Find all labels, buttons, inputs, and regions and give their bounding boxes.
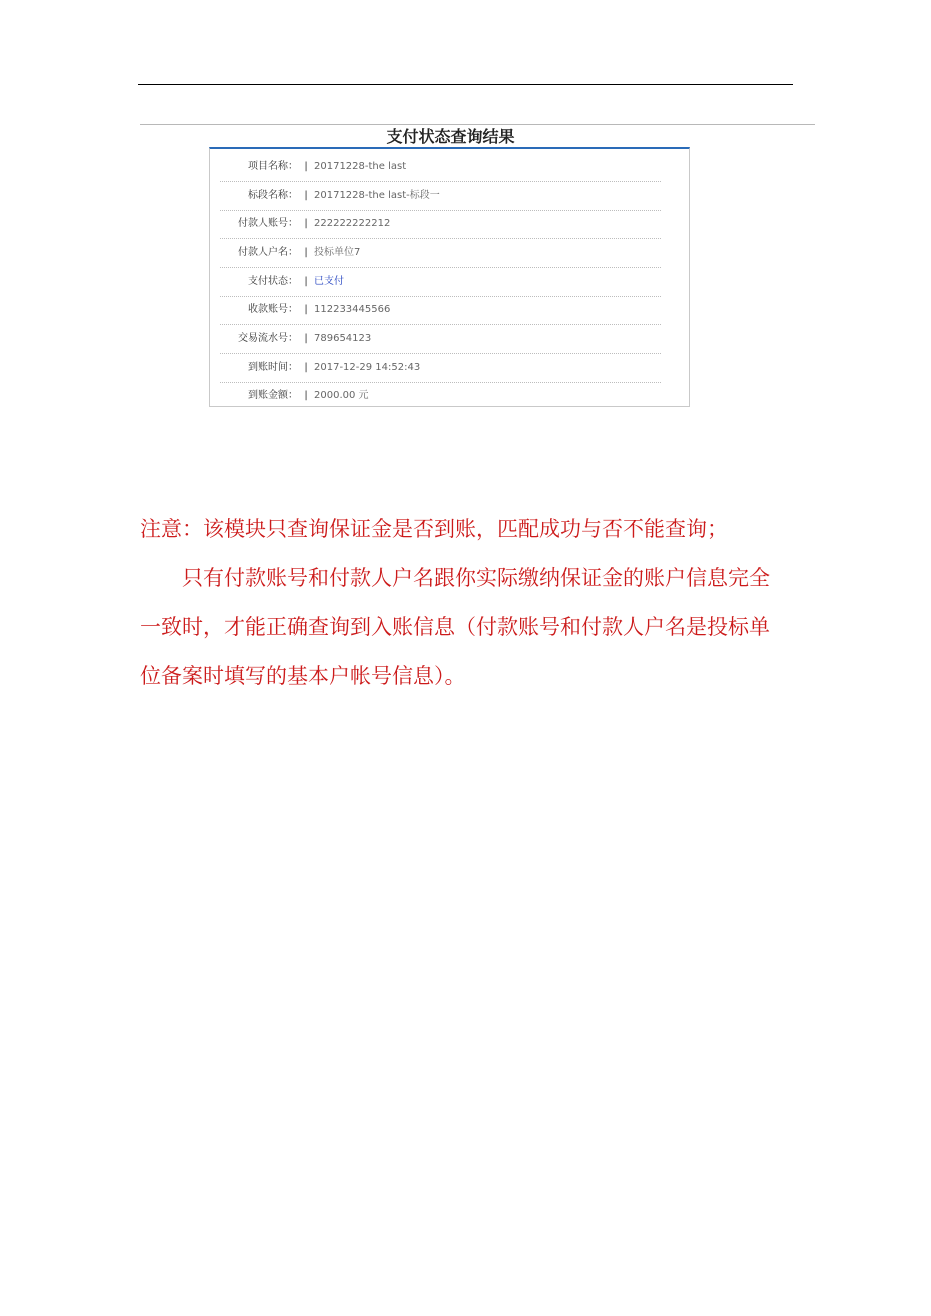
row-value: 投标单位7 (314, 247, 361, 258)
row-label: 交易流水号： (238, 333, 298, 344)
payment-status-panel (209, 147, 690, 407)
row-label: 标段名称： (248, 190, 298, 201)
row-value: 2017-12-29 14:52:43 (314, 362, 421, 373)
row-arrival-amount (220, 382, 661, 410)
row-value: 222222222212 (314, 218, 391, 229)
row-payee-account (220, 296, 661, 325)
screenshot-top-rule (140, 124, 815, 125)
row-separator: | (304, 161, 308, 172)
row-label: 到账时间： (248, 362, 298, 373)
row-label: 到账金额： (248, 390, 298, 401)
row-value: 20171228-the last-标段一 (314, 190, 440, 201)
row-value: 20171228-the last (314, 161, 407, 172)
row-value: 789654123 (314, 333, 372, 344)
notice-line: 注意：该模块只查询保证金是否到账，匹配成功与否不能查询； (140, 517, 728, 541)
row-label: 项目名称： (248, 161, 298, 172)
notice-block (140, 505, 790, 701)
row-value: 2000.00 元 (314, 390, 369, 401)
row-separator: | (304, 333, 308, 344)
row-separator: | (304, 390, 308, 401)
result-title: 支付状态查询结果 (386, 127, 515, 146)
row-separator: | (304, 362, 308, 373)
row-label: 收款账号： (248, 304, 298, 315)
row-section-name (220, 182, 661, 211)
row-payer-name (220, 239, 661, 268)
row-separator: | (304, 276, 308, 287)
row-payment-status (220, 268, 661, 297)
row-label: 付款人户名： (238, 247, 298, 258)
row-separator: | (304, 218, 308, 229)
row-label: 支付状态： (248, 276, 298, 287)
notice-paragraph: 只有付款账号和付款人户名跟你实际缴纳保证金的账户信息完全一致时，才能正确查询到入账信息（付款账号和付款人户名是投标单位备案时填写的基本户帐号信息）。 (140, 566, 770, 688)
row-project-name (220, 153, 661, 182)
row-separator: | (304, 304, 308, 315)
row-transaction-id (220, 325, 661, 354)
row-value: 112233445566 (314, 304, 391, 315)
row-label: 付款人账号： (238, 218, 298, 229)
payment-status-value: 已支付 (314, 276, 344, 287)
row-separator: | (304, 247, 308, 258)
page-header-rule (138, 84, 793, 85)
row-arrival-time (220, 354, 661, 383)
row-payer-account (220, 210, 661, 239)
row-separator: | (304, 190, 308, 201)
